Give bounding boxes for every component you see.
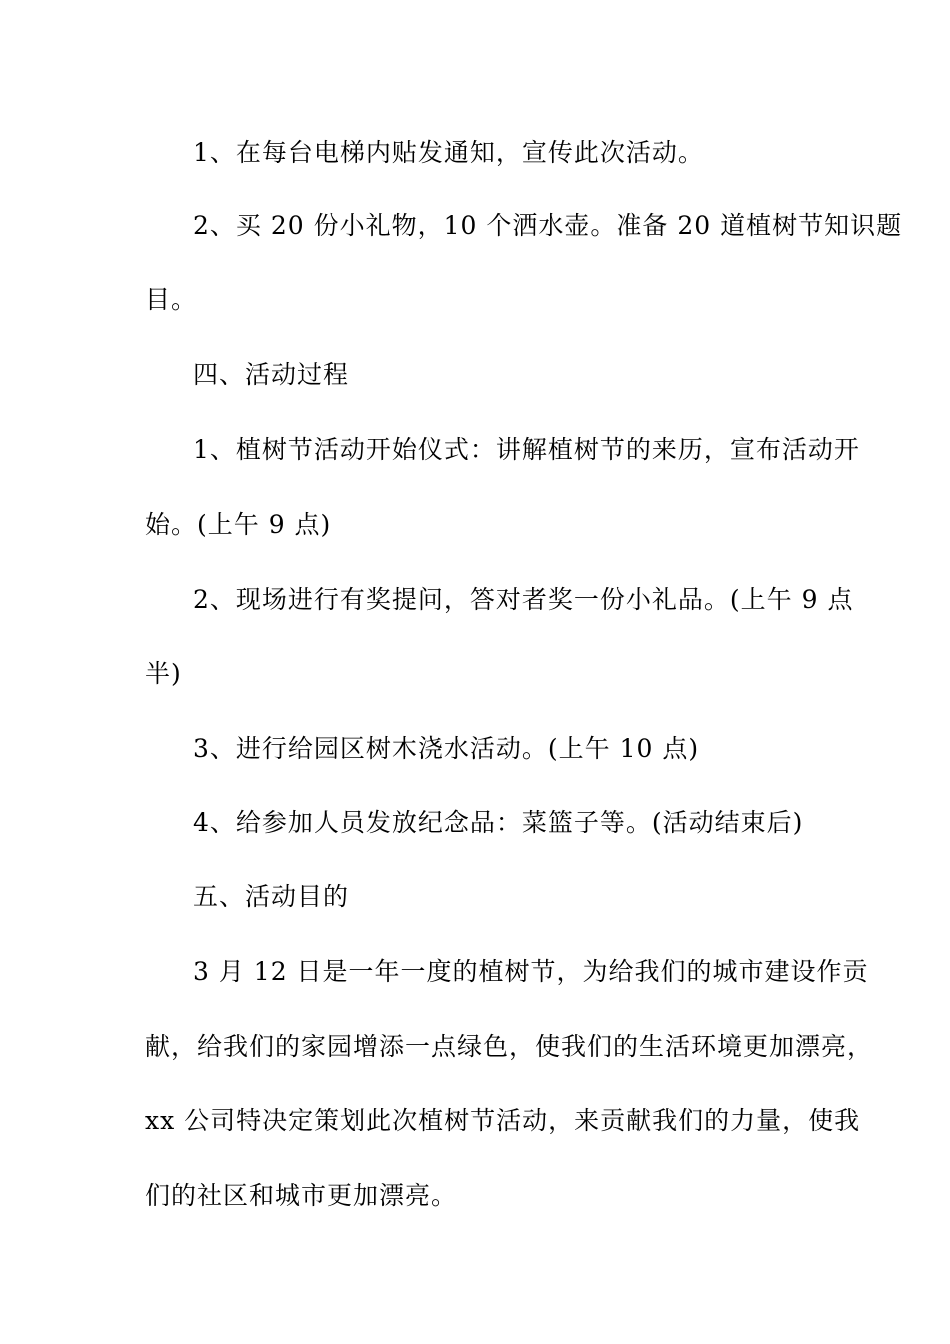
process-item-1-continued: 始。(上午 9 点) [145,510,332,539]
purpose-paragraph-line-3: xx 公司特决定策划此次植树节活动，来贡献我们的力量，使我 [145,1106,861,1135]
process-item-4: 4、给参加人员发放纪念品：菜篮子等。(活动结束后) [193,808,804,837]
purpose-paragraph-line-1: 3 月 12 日是一年一度的植树节，为给我们的城市建设作贡 [193,957,869,986]
process-item-2: 2、现场进行有奖提问，答对者奖一份小礼品。(上午 9 点 [193,585,854,614]
process-item-3: 3、进行给园区树木浇水活动。(上午 10 点) [193,734,700,763]
prep-item-1: 1、在每台电梯内贴发通知，宣传此次活动。 [193,138,704,167]
prep-item-2-continued: 目。 [145,285,198,314]
process-item-2-continued: 半) [145,659,182,688]
section-heading-process: 四、活动过程 [193,360,350,389]
process-item-1: 1、植树节活动开始仪式：讲解植树节的来历，宣布活动开 [193,435,860,464]
purpose-paragraph-line-4: 们的社区和城市更加漂亮。 [145,1181,458,1210]
purpose-paragraph-line-2: 献，给我们的家园增添一点绿色，使我们的生活环境更加漂亮， [145,1032,874,1061]
prep-item-2: 2、买 20 份小礼物，10 个洒水壶。准备 20 道植树节知识题 [193,211,903,240]
section-heading-purpose: 五、活动目的 [193,882,350,911]
